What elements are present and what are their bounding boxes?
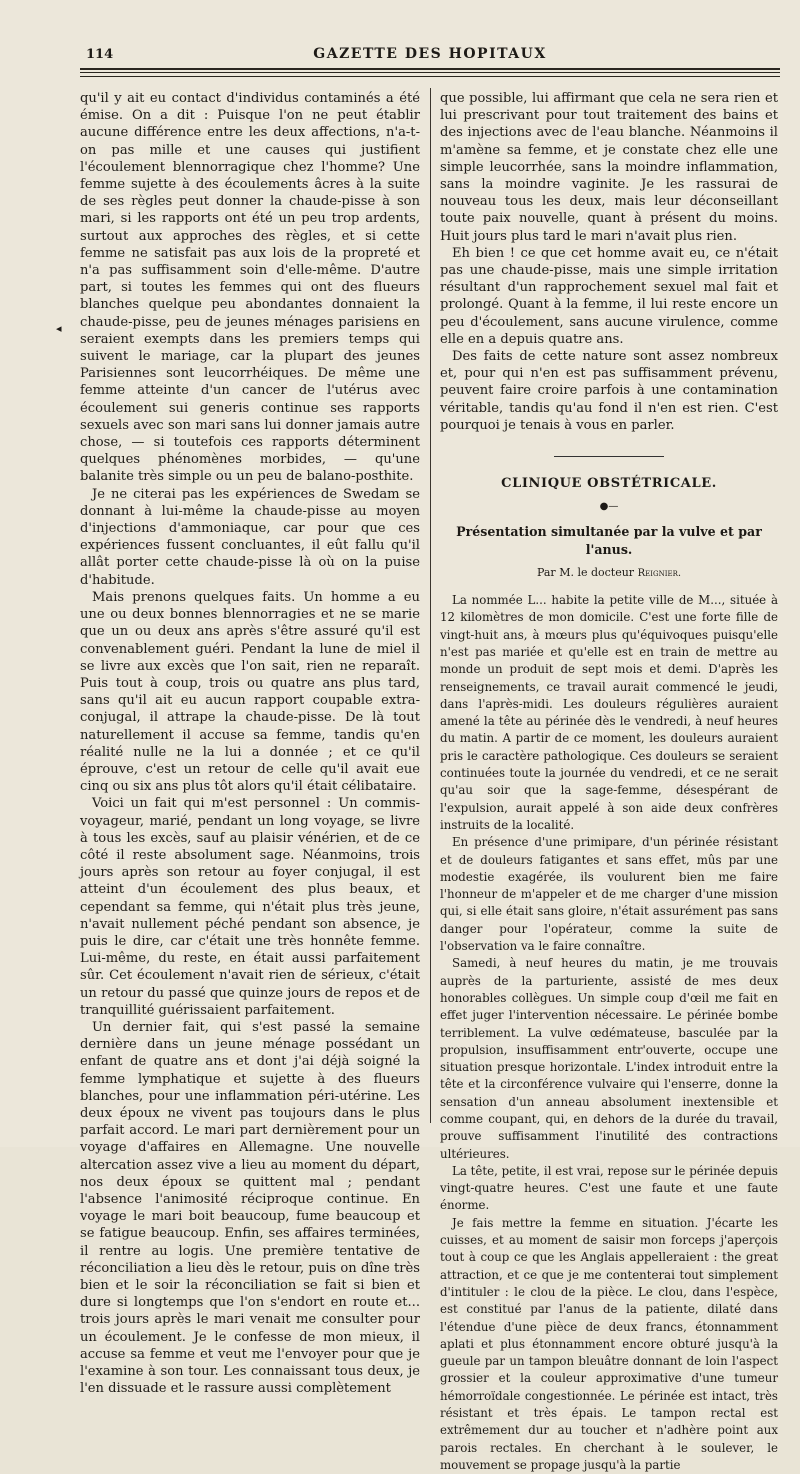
paragraph: La nommée L... habite la petite ville de M..., située à 12 kilomètres de mon domicile. C'est une forte fille de vingt-huit ans, à mœurs plus qu'équivoques puisqu'elle n'est pas mariée et qu'elle est en train de mettre au monde un produit de sept mois et demi. D'après les renseignements, ce travail aurait commencé le jeudi, dans l'après-midi. Les douleurs régulières auraient amené la tête au périnée dès le vendredi, à neuf heures du matin. A partir de ce moment, les douleurs auraient pris le caractère pathologique. Ces douleurs se seraient continuées toute la journée du vendredi, et ce ne serait qu'au soir que la sage-femme, désespérant de l'expulsion, aurait appelé à son aide deux confrères instruits de la localité. xyxy=(440,593,778,832)
paragraph: La tête, petite, il est vrai, repose sur le périnée depuis vingt-quatre heures. C'est une faute et une faute énorme. xyxy=(440,1163,778,1213)
right-column xyxy=(440,90,778,1474)
page-header xyxy=(80,44,780,66)
header-rule xyxy=(80,72,780,73)
publication-title: GAZETTE DES HOPITAUX xyxy=(313,46,547,62)
article-title: Présentation simultanée par la vulve et par l'anus. xyxy=(456,524,762,557)
paragraph: En présence d'une primipare, d'un périnée résistant et de douleurs fatigantes et sans effet, mûs par une modestie exagérée, ils voulurent bien me faire l'honneur de m'appeler et de me charger d'une mission qui, si elle était sans gloire, n'était assurément pas sans danger pour l'opérateur, comme la suite de l'observation va le faire connaître. xyxy=(440,835,778,954)
paragraph: Samedi, à neuf heures du matin, je me trouvais auprès de la parturiente, assisté de mes deux honorables collègues. Un simple coup d'œil me fait en effet juger l'intervention nécessaire. Le périnée bombe terriblement. La vulve œdémateuse, basculée par la propulsion, insuffisamment entr'ouverte, occupe une situation presque horizontale. L'index introduit entre la tête et la circonférence vulvaire qui l'enserre, donne la sensation d'un anneau absolument inextensible et comme coupant, qui, en dehors de la durée du travail, prouve suffisamment l'inutilité des contractions ultérieures. xyxy=(440,956,778,1161)
byline xyxy=(440,564,778,582)
page-number: 114 xyxy=(86,47,114,62)
section-separator xyxy=(554,456,664,457)
paragraph: Je fais mettre la femme en situation. J'écarte les cuisses, et au moment de saisir mon forceps j'aperçois tout à coup ce que les Anglais appelleraient : the great attraction, et ce que je me contenterai tout simplement d'intituler : le clou de la pièce. Le clou, dans l'espèce, est constitué par l'anus de la patiente, dilaté dans l'étendue d'une pièce de deux francs, étonnamment aplati et plus étonnamment encore obturé jusqu'à la gueule par un tampon bleuâtre donnant de loin l'aspect grossier et la couleur approximative d'une tumeur hémorroïdale congestionnée. Le périnée est intact, très résistant et très épais. Le tampon rectal est extrêmement dur au toucher et n'adhère point aux parois rectales. En cherchant à le soulever, le mouvement se propage jusqu'à la partie xyxy=(440,1215,778,1472)
paragraph: Un dernier fait, qui s'est passé la semaine dernière dans un jeune ménage possédant un enfant de quatre ans et dont j'ai déjà soigné la femme lymphatique et sujette à des flueurs blanches, pour une inflammation péri-utérine. Les deux époux ne vivent pas toujours dans le plus parfait accord. Le mari part dernièrement pour un voyage d'affaires en Allemagne. Une nouvelle altercation assez vive a lieu au moment du départ, nos deux époux se quittent mal ; pendant l'absence l'animosité réciproque continue. En voyage le mari boit beaucoup, fume beaucoup et se fatigue beaucoup. Enfin, ses affaires terminées, il rentre au logis. Une première tentative de réconciliation a lieu dès le retour, puis on dîne très bien et le soir la réconciliation se fait si bien et dure si longtemps que l'on s'endort en route et... trois jours après le mari venait me consulter pour un écoulement. Je le confesse de mon mieux, il accuse sa femme et veut me l'envoyer pour que je l'examine à son tour. Les connaissant tous deux, je l'en dissuade et le rassure aussi complètement xyxy=(80,1019,420,1397)
margin-mark: ◂ xyxy=(56,322,62,335)
article-body xyxy=(440,592,778,1474)
paragraph: qu'il y ait eu contact d'individus contaminés a été émise. On a dit : Puisque l'on ne peut établir aucune différence entre les deux affections, n'a-t-on pas mille et une causes qui justifient l'écoulement blennorragique chez l'homme? Une femme sujette à des écoulements âcres à la suite de ses règles peut donner la chaude-pisse à son mari, si les rapports ont été un peu trop ardents, surtout aux approches des règles, et si cette femme ne satisfait pas aux lois de la propreté et n'a pas suffisamment soin d'elle-même. D'autre part, si toutes les femmes qui ont des flueurs blanches quelque peu abondantes donnaient la chaude-pisse, peu de jeunes ménages parisiens en seraient exempts dans les premiers temps qui suivent le mariage, car la plupart des jeunes Parisiennes sont leucorrhéiques. De même une femme atteinte d'un cancer de l'utérus avec écoulement sui generis continue ses rapports sexuels avec son mari sans lui donner jamais autre chose, — si toutefois ces rapports déterminent quelques phénomènes morbides, — qu'une balanite très simple ou un peu de balano-posthite. xyxy=(80,91,420,485)
header-rule xyxy=(80,76,780,77)
header-rule xyxy=(80,68,780,70)
paragraph: Je ne citerai pas les expériences de Swedam se donnant à lui-même la chaude-pisse au moyen d'injections d'ammoniaque, car pour que ces expériences fussent concluantes, il eût fallu qu'il allât porter cette chaude-pisse là où on la puise d'habitude. xyxy=(80,486,420,588)
paragraph: Voici un fait qui m'est personnel : Un commis-voyageur, marié, pendant un long voyage, se livre à tous les excès, sauf au plaisir vénérien, et de ce côté il reste absolument sage. Néanmoins, trois jours après son retour au foyer conjugal, il est atteint d'un écoulement des plus beaux, et cependant sa femme, qui n'était plus très jeune, n'avait nullement péché pendant son absence, je puis le dire, car c'était une très honnête femme. Lui-même, du reste, en était aussi parfaitement sûr. Cet écoulement n'avait rien de sérieux, c'était un retour du passé que quinze jours de repos et de tranquillité guérissaient parfaitement. xyxy=(80,796,420,1018)
paragraph: Mais prenons quelques faits. Un homme a eu une ou deux bonnes blennorragies et ne se marie que un ou deux ans après s'être assuré qu'il est convenablement guéri. Pendant la lune de miel il se livre aux excès que l'on sait, rien ne reparaît. Puis tout à coup, trois ou quatre ans plus tard, sans qu'il ait eu aucun rapport coupable extra-conjugal, il attrape la chaude-pisse. De là tout naturellement il accuse sa femme, tandis qu'en réalité nulle ne la lui a donnée ; et ce qu'il éprouve, c'est un retour de celle qu'il avait eue cinq ou six ans plus tôt alors qu'il était célibataire. xyxy=(80,589,420,795)
left-column xyxy=(80,90,420,1397)
byline-prefix: Par M. le docteur xyxy=(536,565,635,579)
paragraph: Eh bien ! ce que cet homme avait eu, ce n'était pas une chaude-pisse, mais une simple irritation résultant d'un rapprochement sexuel mal fait et prolongé. Quant à la femme, il lui reste encore un peu d'écoulement, sans aucune virulence, comme elle en a depuis quatre ans. xyxy=(440,245,778,347)
section-title: CLINIQUE OBSTÉTRICALE. xyxy=(501,476,717,492)
paragraph: Des faits de cette nature sont assez nombreux et, pour qui n'en est pas suffisamment prévenu, peuvent faire croire parfois à une contamination véritable, tandis qu'au fond il n'en est rien. C'est pourquoi je tenais à vous en parler. xyxy=(440,349,778,433)
author-name: Reignier. xyxy=(637,567,682,579)
ornament-separator: ●— xyxy=(599,501,619,513)
paragraph: que possible, lui affirmant que cela ne sera rien et lui prescrivant pour tout traitement des bains et des injections avec de l'eau blanche. Néanmoins il m'amène sa femme, et je constate chez elle une simple leucorrhée, sans la moindre inflammation, sans la moindre vaginite. Je les rassurai de nouveau tous les deux, mais leur déconseillant toute paix nouvelle, quant à présent du moins. Huit jours plus tard le mari n'avait plus rien. xyxy=(440,91,778,244)
column-divider xyxy=(430,88,431,1123)
